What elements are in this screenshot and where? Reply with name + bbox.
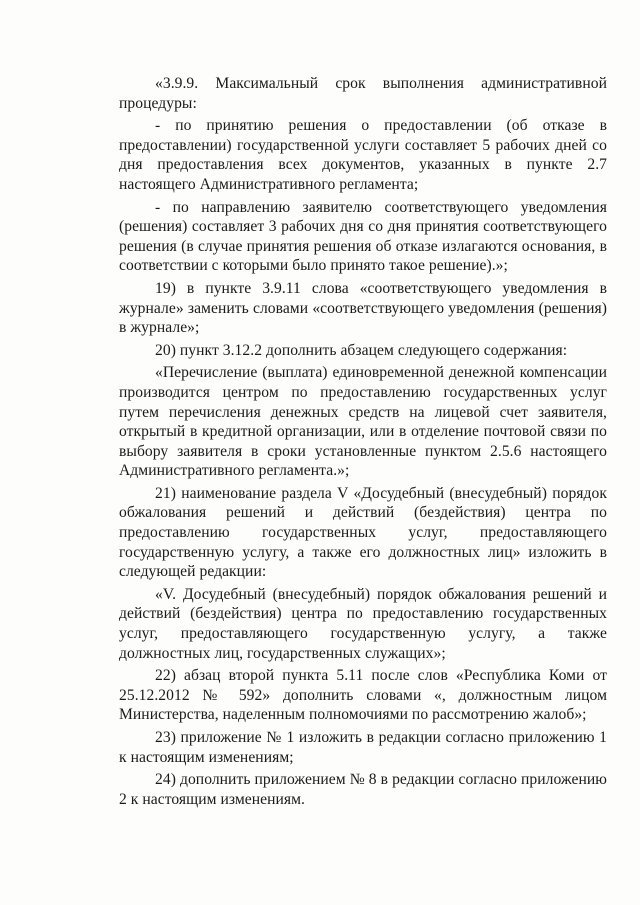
paragraph-section-v-title: «V. Досудебный (внесудебный) порядок обжалования решений и действий (бездействия) центра по предоставлению государственных услуг, предоставляющего государственную услугу, а также должностных лиц, государственных служащих»; xyxy=(119,585,607,662)
paragraph-item-24: 24) дополнить приложением № 8 в редакции согласно приложению 2 к настоящим изменениям. xyxy=(119,771,607,808)
paragraph-item-23: 23) приложение № 1 изложить в редакции согласно приложению 1 к настоящим изменениям; xyxy=(119,729,607,766)
paragraph-3-9-9-heading: «3.9.9. Максимальный срок выполнения административной процедуры: xyxy=(119,75,607,112)
paragraph-item-20: 20) пункт 3.12.2 дополнить абзацем следующего содержания: xyxy=(155,341,568,359)
paragraph-decision-deadline: - по принятию решения о предоставлении (об отказе в предоставлении) государственной услуги составляет 5 рабочих дней со дня предоставления всех документов, указанных в пункте 2.7 настоящего Административного регламента; xyxy=(119,117,607,193)
paragraph-item-22: 22) абзац второй пункта 5.11 после слов «Республика Коми от 25.12.2012 № 592» дополнить словами «, должностным лицом Министерства, наделенным полномочиями по рассмотрению жалоб»; xyxy=(119,667,607,724)
paragraph-notification-deadline: - по направлению заявителю соответствующего уведомления (решения) составляет 3 рабочих дня со дня принятия соответствующего решения (в случае принятия решения об отказе излагаются основания, в соответствии с которыми было принято такое решение).»; xyxy=(119,198,607,275)
paragraph-item-21: 21) наименование раздела V «Досудебный (внесудебный) порядок обжалования решений и действий (бездействия) центра по предоставлению государственных услуг, предоставляющего государственную услугу, а также его должностных лиц» изложить в следующей редакции: xyxy=(119,484,607,581)
document-body xyxy=(119,74,607,812)
paragraph-compensation-payment: «Перечисление (выплата) единовременной денежной компенсации производится центром по предоставлению государственных услуг путем перечисления денежных средств на лицевой счет заявителя, открытый в кредитной организации, или в отделение почтовой связи по выбору заявителя в сроки установленные пунктом 2.5.6 настоящего Административного регламента.»; xyxy=(119,364,607,480)
paragraph-item-19: 19) в пункте 3.9.11 слова «соответствующего уведомления в журнале» заменить словами «соответствующего уведомления (решения) в журнале»; xyxy=(119,279,607,337)
